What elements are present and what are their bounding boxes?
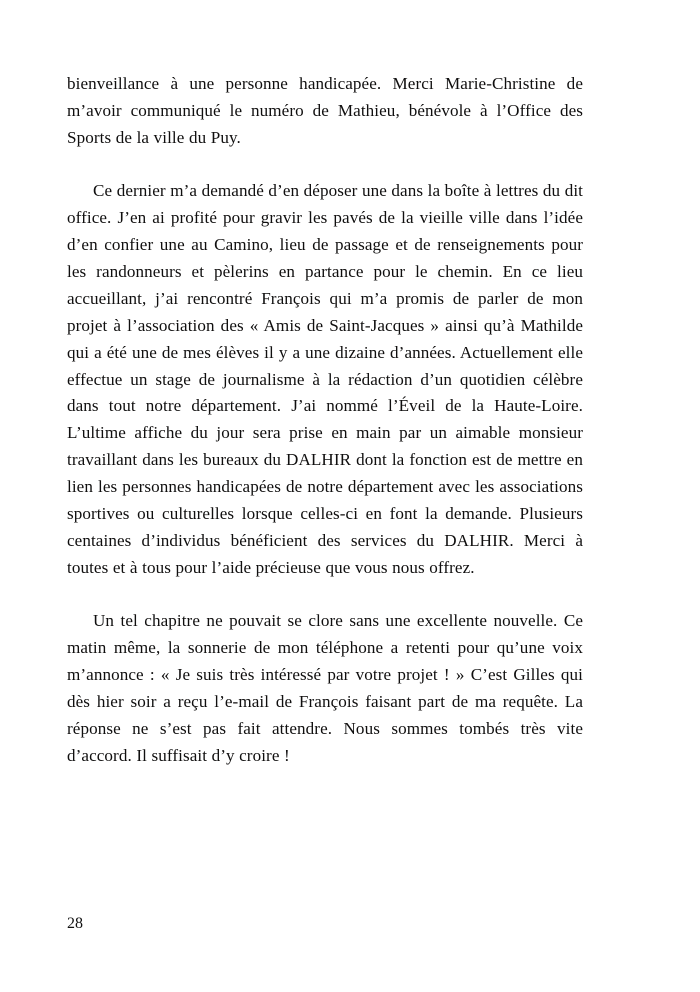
page-body-text [67,71,583,770]
paragraph-bonne-nouvelle: Un tel chapitre ne pouvait se clore sans une excellente nouvelle. Ce matin même, la sonnerie de mon téléphone a retenti pour qu’une voix m’annonce : « Je suis très intéressé par votre projet ! » C’est Gilles qui dès hier soir a reçu l’e-mail de François faisant part de ma requête. La réponse ne s’est pas fait attendre. Nous sommes tombés très vite d’accord. Il suffisait d’y croire ! [67,611,583,765]
paragraph-continuation: bienveillance à une personne handicapée. Merci Marie-Christine de m’avoir communiqué le numéro de Mathieu, bénévole à l’Office des Sports de la ville du Puy. [67,74,583,147]
paragraph-camino: Ce dernier m’a demandé d’en déposer une dans la boîte à lettres du dit office. J’en ai profité pour gravir les pavés de la vieille ville dans l’idée d’en confier une au Camino, lieu de passage et de renseignements pour les randonneurs et pèlerins en partance pour le chemin. En ce lieu accueillant, j’ai rencontré François qui m’a promis de parler de mon projet à l’association des « Amis de Saint-Jacques » ainsi qu’à Mathilde qui a été une de mes élèves il y a une dizaine d’années. Actuellement elle effectue un stage de journalisme à la rédaction d’un quotidien célèbre dans tout notre département. J’ai nommé l’Éveil de la Haute-Loire. L’ultime affiche du jour sera prise en main par un aimable monsieur travaillant dans les bureaux du DALHIR dont la fonction est de mettre en lien les personnes handicapées de notre département avec les associations sportives ou culturelles lorsque celles-ci en font la demande. Plusieurs centaines d’individus bénéficient des services du DALHIR. Merci à toutes et à tous pour l’aide précieuse que vous nous offrez. [67,181,583,577]
page-number: 28 [67,915,83,932]
